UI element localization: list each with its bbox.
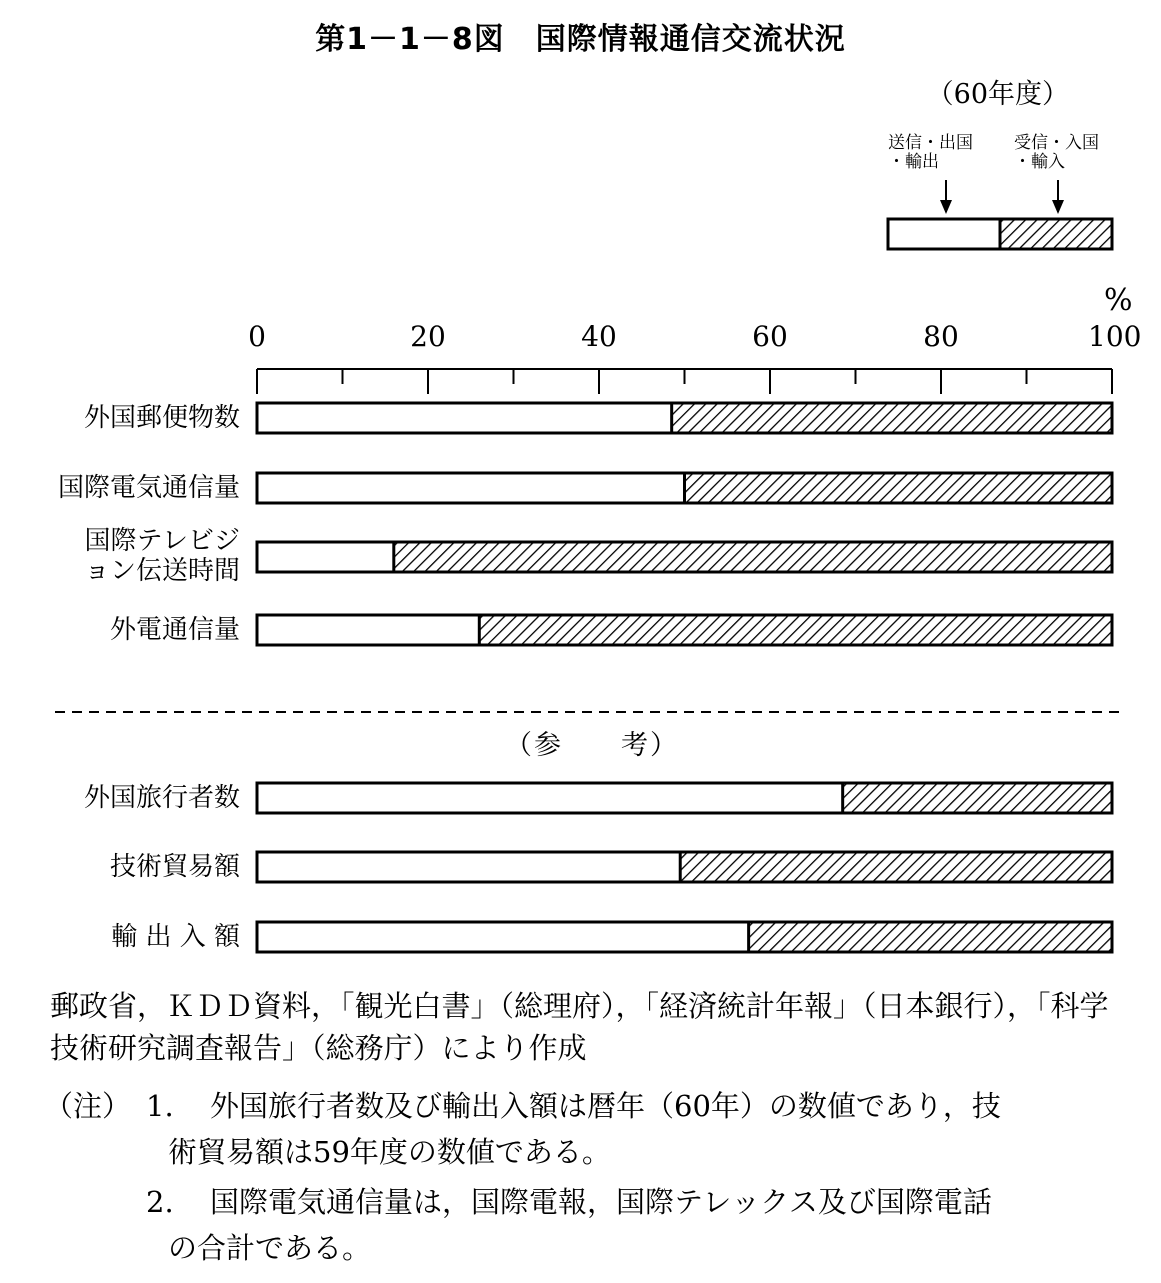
legend-out-swatch <box>888 219 1000 249</box>
ref-bar-0 <box>257 783 1112 813</box>
bar-out-segment <box>257 615 479 645</box>
bar-out-segment <box>257 922 749 952</box>
bar-out-segment <box>257 542 394 572</box>
bar-in-segment <box>749 922 1112 952</box>
ref-category-label-2: 輸 出 入 額 <box>111 922 240 952</box>
bar-in-segment <box>843 783 1112 813</box>
main-bar-1 <box>257 473 1112 503</box>
legend-out-arrowhead <box>940 200 952 214</box>
legend-out-line-1: 送信・出国 <box>888 133 973 153</box>
x-tick-label-40: 40 <box>581 320 617 353</box>
bar-in-segment <box>680 852 1112 882</box>
legend-in-line-2: ・輸入 <box>1014 152 1065 172</box>
bar-in-segment <box>672 403 1112 433</box>
bar-in-segment <box>685 473 1113 503</box>
x-tick-label-80: 80 <box>923 320 959 353</box>
bar-out-segment <box>257 473 685 503</box>
chart-title: 第1－1－8図 国際情報通信交流状況 <box>315 22 846 57</box>
bar-out-segment <box>257 403 672 433</box>
note-2-line-2: の合計である。 <box>168 1231 372 1265</box>
year-label: （60年度） <box>926 79 1069 110</box>
main-category-label-3: 外電通信量 <box>109 615 240 645</box>
legend-in-swatch <box>1000 219 1112 249</box>
legend-in-arrowhead <box>1052 200 1064 214</box>
reference-label: （参 考） <box>505 730 679 761</box>
main-bar-0 <box>257 403 1112 433</box>
ref-bar-2 <box>257 922 1112 952</box>
note-prefix: （注） <box>44 1089 132 1123</box>
main-category-label-1: 国際電気通信量 <box>57 473 240 503</box>
ref-bar-1 <box>257 852 1112 882</box>
legend-out-line-2: ・輸出 <box>888 152 939 172</box>
note-2-line-1: 国際電気通信量は，国際電報，国際テレックス及び国際電話 <box>210 1185 992 1219</box>
bar-in-segment <box>394 542 1112 572</box>
bar-out-segment <box>257 783 843 813</box>
note-1-line-2: 術貿易額は59年度の数値である。 <box>168 1135 611 1169</box>
main-category-label-0: 外国郵便物数 <box>83 403 240 433</box>
category-label-line: 国際テレビジ <box>84 526 240 556</box>
note-1-number: 1. <box>146 1089 174 1123</box>
axis-unit: % <box>1104 283 1133 318</box>
category-label-line: ョン伝送時間 <box>83 556 240 586</box>
note-2-number: 2. <box>146 1185 174 1219</box>
bar-out-segment <box>257 852 680 882</box>
legend-in-line-1: 受信・入国 <box>1014 133 1099 153</box>
source-note: 郵政省，ＫＤＤ資料，「観光白書」（総理府），「経済統計年報」（日本銀行），「科学技術研究調査報告」（総務庁）により作成 <box>50 989 1109 1065</box>
bar-in-segment <box>479 615 1112 645</box>
main-bar-3 <box>257 615 1112 645</box>
x-tick-label-20: 20 <box>410 320 446 353</box>
x-tick-label-100: 100 <box>1088 320 1142 353</box>
ref-category-label-0: 外国旅行者数 <box>83 783 240 813</box>
x-tick-label-60: 60 <box>752 320 788 353</box>
x-tick-label-0: 0 <box>248 320 266 353</box>
note-1-line-1: 外国旅行者数及び輸出入額は暦年（60年）の数値であり，技 <box>210 1089 1001 1123</box>
ref-category-label-1: 技術貿易額 <box>109 852 240 882</box>
main-bar-2 <box>257 542 1112 572</box>
